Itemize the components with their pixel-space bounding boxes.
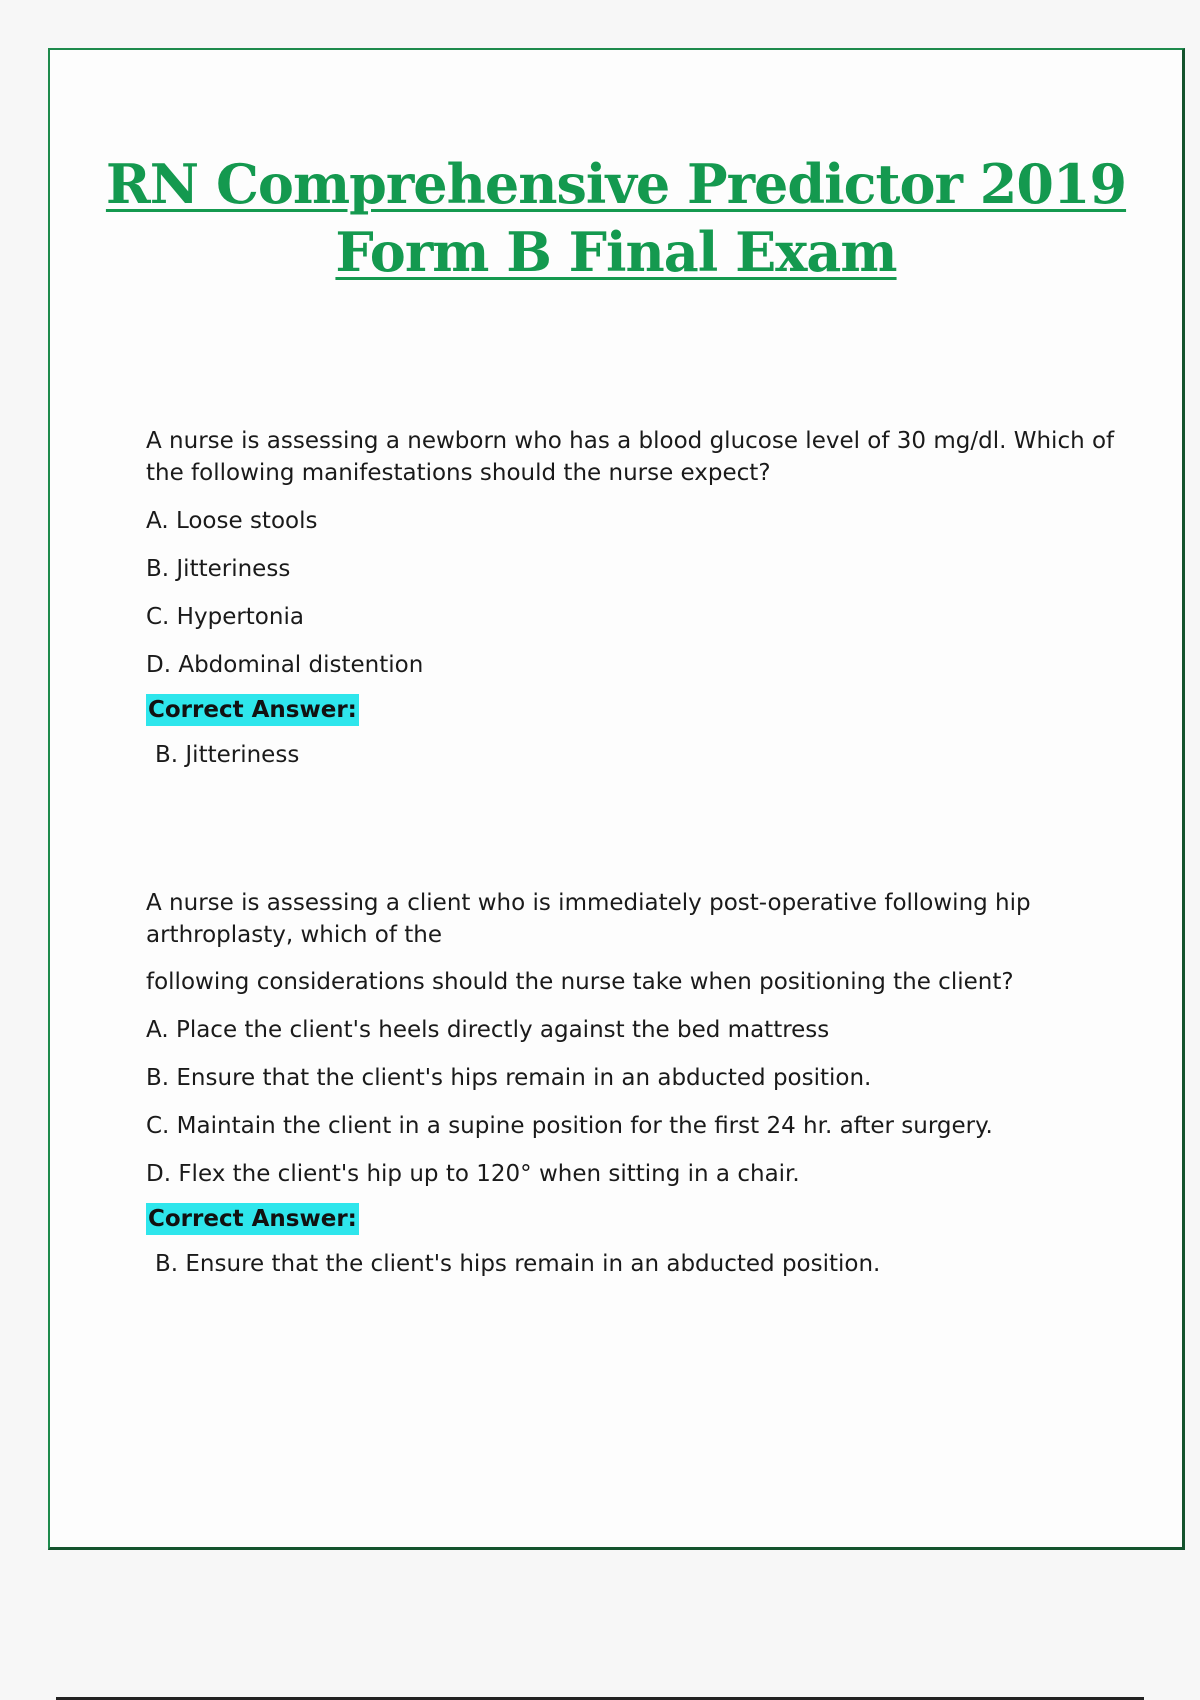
title-line-2: Form B Final Exam	[335, 220, 897, 284]
title-line-1: RN Comprehensive Predictor 2019	[105, 152, 1127, 216]
document-title	[50, 150, 1182, 286]
question-stem-continued: following considerations should the nurse take when positioning the client?	[146, 969, 1014, 995]
document-page	[48, 48, 1185, 1550]
correct-answer-label: Correct Answer:	[146, 694, 359, 726]
question-stem: A nurse is assessing a client who is immediately post-operative following hip arthroplasty, which of the	[146, 890, 1031, 948]
option-c: C. Hypertonia	[146, 604, 304, 630]
option-d: D. Abdominal distention	[146, 652, 424, 678]
answer-options	[146, 1014, 1136, 1190]
correct-answer-value: B. Jitteriness	[155, 742, 300, 768]
option-a: A. Loose stools	[146, 508, 318, 534]
option-c: C. Maintain the client in a supine position for the first 24 hr. after surgery.	[146, 1113, 993, 1139]
option-d: D. Flex the client's hip up to 120° when sitting in a chair.	[146, 1161, 800, 1187]
correct-answer-label: Correct Answer:	[146, 1203, 359, 1235]
question-stem: A nurse is assessing a newborn who has a blood glucose level of 30 mg/dl. Which of the following manifestations should the nurse expect?	[146, 428, 1115, 486]
correct-answer-value: B. Ensure that the client's hips remain in an abducted position.	[155, 1251, 881, 1277]
question-1	[146, 425, 1136, 771]
option-b: B. Jitteriness	[146, 556, 291, 582]
option-b: B. Ensure that the client's hips remain in an abducted position.	[146, 1065, 872, 1091]
question-2	[146, 887, 1136, 1280]
option-a: A. Place the client's heels directly against the bed mattress	[146, 1017, 830, 1043]
answer-options	[146, 505, 1136, 681]
